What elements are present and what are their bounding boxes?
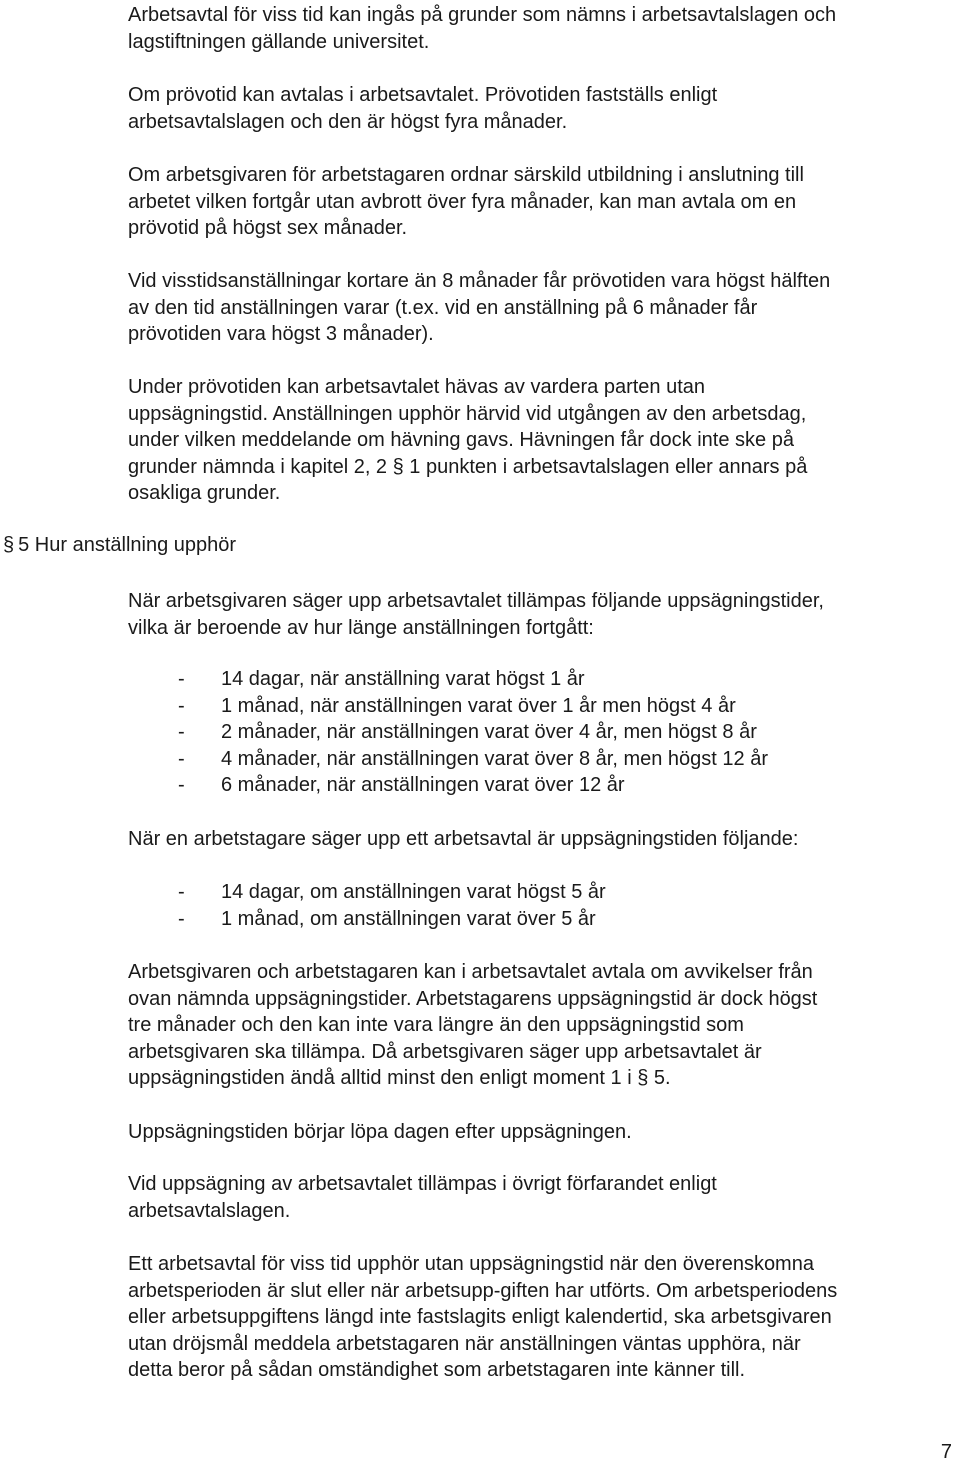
text-line: Arbetsgivaren och arbetstagaren kan i arbetsavtalet avtala om avvikelser från (128, 961, 813, 983)
text-line: prövotiden vara högst 3 månader). (128, 323, 434, 346)
text-line: Om arbetsgivaren för arbetstagaren ordnar särskild utbildning i anslutning till (128, 164, 804, 186)
text-line: arbetsavtalslagen. (128, 1199, 291, 1222)
paragraph-training (128, 162, 943, 242)
list-item-text: 14 dagar, när anställning varat högst 1 år (221, 668, 585, 690)
text-line: uppsägningstid. Anställningen upphör härvid vid utgången av den arbetsdag, (128, 402, 807, 425)
paragraph-deviations (128, 959, 943, 1092)
text-line: vilka är beroende av hur länge anställningen fortgått: (128, 616, 594, 639)
text-line: detta beror på sådan omständighet som arbetstagaren inte känner till. (128, 1359, 746, 1382)
paragraph-fixed-term-end (128, 1251, 943, 1384)
list-item (178, 719, 768, 746)
paragraph-fixed-term (128, 2, 943, 55)
text-line: utan dröjsmål meddela arbetstagaren när anställningen väntas upphöra, när (128, 1332, 801, 1355)
paragraph-trial-period (128, 82, 943, 135)
text-line: Uppsägningstiden börjar löpa dagen efter uppsägningen. (128, 1121, 632, 1143)
text-line: uppsägningstiden ändå alltid minst den enligt moment 1 i § 5. (128, 1067, 671, 1090)
paragraph-short-contracts (128, 268, 943, 348)
list-item-text: 2 månader, när anställningen varat över 4 år, men högst 8 år (221, 721, 757, 744)
text-line: Om prövotid kan avtalas i arbetsavtalet. Prövotiden fastställs enligt (128, 84, 718, 106)
list-item (178, 879, 606, 906)
text-line: arbetsavtalslagen och den är högst fyra månader. (128, 110, 568, 133)
text-line: arbetet vilken fortgår utan avbrott över fyra månader, kan man avtala om en (128, 190, 797, 213)
list-dash: - (178, 907, 185, 930)
text-line: Arbetsavtal för viss tid kan ingås på grunder som nämns i arbetsavtalslagen och (128, 4, 837, 26)
list-item (178, 693, 768, 720)
section-title: 5 Hur anställning upphör (18, 534, 237, 556)
text-line: Under prövotiden kan arbetsavtalet hävas av vardera parten utan (128, 376, 706, 398)
paragraph-notice-start (128, 1119, 943, 1146)
list-dash: - (178, 774, 185, 797)
section-heading (3, 532, 236, 559)
list-item-text: 1 månad, om anställningen varat över 5 år (221, 907, 596, 930)
paragraph-employer-notice-intro (128, 588, 943, 641)
list-dash: - (178, 881, 185, 903)
paragraph-procedure (128, 1171, 943, 1224)
list-dash: - (178, 668, 185, 690)
text-line: Vid visstidsanställningar kortare än 8 månader får prövotiden vara högst hälften (128, 270, 831, 292)
text-line: Vid uppsägning av arbetsavtalet tillämpas i övrigt förfarandet enligt (128, 1173, 717, 1195)
text-line: När en arbetstagare säger upp ett arbetsavtal är uppsägningstiden följande: (128, 828, 799, 850)
employer-notice-list (178, 666, 768, 799)
text-line: När arbetsgivaren säger upp arbetsavtalet tillämpas följande uppsägningstider, (128, 590, 824, 612)
text-line: arbetsgivaren ska tillämpa. Då arbetsgivaren säger upp arbetsavtalet är (128, 1040, 762, 1063)
list-item (178, 746, 768, 773)
text-line: av den tid anställningen varar (t.ex. vid en anställning på 6 månader får (128, 296, 758, 319)
text-line: Ett arbetsavtal för viss tid upphör utan uppsägningstid när den överenskomna (128, 1253, 814, 1275)
paragraph-cancellation (128, 374, 943, 507)
list-item-text: 4 månader, när anställningen varat över 8 år, men högst 12 år (221, 747, 769, 770)
text-line: tre månader och den kan inte vara längre än den uppsägningstid som (128, 1014, 744, 1037)
text-line: ovan nämnda uppsägningstider. Arbetstagarens uppsägningstid är dock högst (128, 987, 818, 1010)
text-line: osakliga grunder. (128, 482, 281, 505)
list-item-text: 14 dagar, om anställningen varat högst 5 år (221, 881, 606, 903)
text-line: under vilken meddelande om hävning gavs. Hävningen får dock inte ske på (128, 429, 794, 452)
list-dash: - (178, 694, 185, 717)
list-item (178, 666, 768, 693)
list-item-text: 1 månad, när anställningen varat över 1 år men högst 4 år (221, 694, 736, 717)
page-number: 7 (940, 1441, 952, 1464)
list-dash: - (178, 721, 185, 744)
list-item-text: 6 månader, när anställningen varat över 12 år (221, 774, 625, 797)
paragraph-employee-notice-intro (128, 826, 943, 853)
list-item (178, 772, 768, 799)
employee-notice-list (178, 879, 606, 932)
text-line: arbetsperioden är slut eller när arbetsupp-giften har utförts. Om arbetsperiodens (128, 1279, 838, 1302)
text-line: prövotid på högst sex månader. (128, 217, 408, 240)
section-sign: § (3, 534, 15, 556)
text-line: eller arbetsuppgiftens längd inte fastslagits enligt kalendertid, ska arbetsgivaren (128, 1306, 832, 1329)
list-item (178, 906, 606, 933)
text-line: lagstiftningen gällande universitet. (128, 30, 430, 53)
text-line: grunder nämnda i kapitel 2, 2 § 1 punkten i arbetsavtalslagen eller annars på (128, 455, 808, 478)
list-dash: - (178, 747, 185, 770)
